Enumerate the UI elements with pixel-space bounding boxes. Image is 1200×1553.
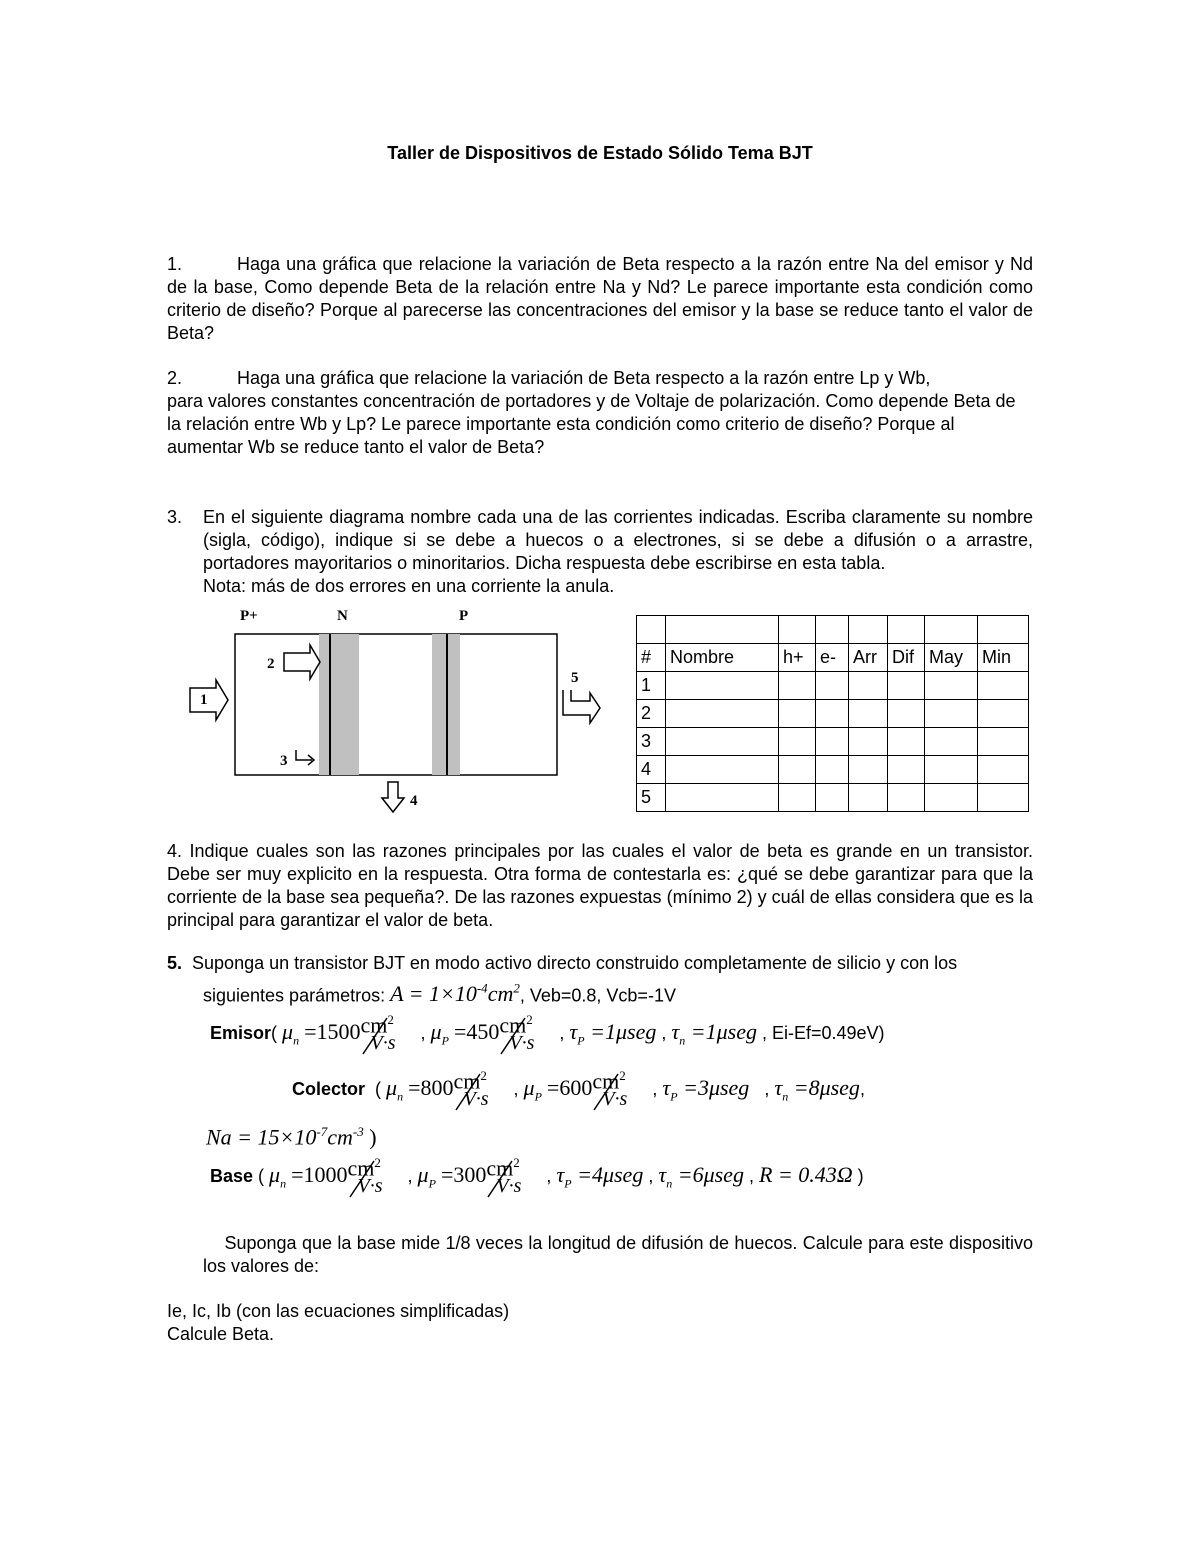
unit-fraction: $cm^2$ V·s (347, 1155, 383, 1197)
suppose-text: Suponga que la base mide 1/8 veces la longitud de difusión de huecos. Calcule para este dispositivo los valores de: (203, 1233, 1033, 1276)
question-1 (167, 253, 1033, 345)
answer-cell[interactable] (888, 728, 925, 756)
colector-label: Colector (292, 1078, 366, 1099)
arrow-5-icon (563, 690, 600, 723)
answer-cell[interactable] (849, 728, 888, 756)
answer-cell[interactable] (816, 728, 849, 756)
table-header: May (925, 644, 978, 672)
colector-tn: 8μseg (808, 1074, 860, 1100)
question-2 (167, 367, 1033, 459)
answer-cell[interactable] (925, 784, 978, 812)
row-number: 1 (637, 672, 666, 700)
answer-cell[interactable] (849, 784, 888, 812)
table-header: Arr (849, 644, 888, 672)
answer-cell[interactable] (816, 756, 849, 784)
table-row (637, 728, 1029, 756)
answer-cell[interactable] (666, 728, 779, 756)
question-2-text: para valores constantes concentración de portadores y de Voltaje de polarización. Como depende Beta de la relación entre Wb y Lp? Le parece importante esta condición como criterio de diseño? Porque al aumentar Wb se reduce tanto el valor de Beta? (167, 391, 1016, 457)
answer-cell[interactable] (816, 784, 849, 812)
emisor-params: Emisor( $\mu_n =1500$ $cm^2$ V·s , $\mu_P =450$ $cm^2$ V·s , $\tau_P =1\mu seg$ , $\tau_n =1\mu seg$ , Ei-Ef=0.49eV) (210, 1012, 885, 1054)
question-3 (167, 506, 1033, 598)
arrow-1-icon (190, 680, 228, 720)
colector-params: Colector ( $\mu_n =800$ $cm^2$ V·s , $\mu_P =600$ $cm^2$ V·s , $\tau_P =3\mu seg$ , $\tau_n =8\mu seg$, (292, 1068, 865, 1110)
table-header: h+ (779, 644, 816, 672)
answer-cell[interactable] (779, 700, 816, 728)
arrow-2-label: 2 (267, 656, 275, 672)
arrow-1-label: 1 (200, 692, 208, 708)
unit-fraction: $cm^2$ V·s (486, 1155, 522, 1197)
answer-cell[interactable] (888, 672, 925, 700)
table-header: e- (816, 644, 849, 672)
question-3-number: 3. (167, 507, 183, 527)
base-label: Base (210, 1165, 254, 1186)
answer-cell[interactable] (849, 700, 888, 728)
answer-cell[interactable] (666, 672, 779, 700)
arrow-5-label: 5 (571, 670, 579, 686)
answer-cell[interactable] (888, 756, 925, 784)
colector-un: 800 (420, 1074, 454, 1100)
question-2-number: 2. (167, 368, 183, 388)
question-1-text: Haga una gráfica que relacione la variación de Beta respecto a la razón entre Na del emisor y Nd de la base, Como depende Beta de la relación entre Na y Nd? Le parece importante esta condición como criterio de diseño? Porque al parecerse las concentraciones del emisor y la base se reduce tanto el valor de Beta? (167, 254, 1033, 343)
question-3-text: En el siguiente diagrama nombre cada una de las corrientes indicadas. Escriba claramente su nombre (sigla, código), indique si se debe a huecos o a electrones, si se debe a difusión o a arrastre, portadores mayoritarios o minoritarios. Dicha respuesta debe escribirse en esta tabla. (203, 507, 1033, 573)
unit-fraction: $cm^2$ V·s (453, 1068, 489, 1110)
answer-cell[interactable] (888, 784, 925, 812)
unit-fraction: $cm^2$ V·s (499, 1012, 535, 1054)
base-params: Base ( $\mu_n =1000$ $cm^2$ V·s , $\mu_P =300$ $cm^2$ V·s , $\tau_P =4\mu seg$ , $\tau_n =6\mu seg$ , R = 0.43Ω ) (210, 1155, 864, 1197)
answer-cell[interactable] (978, 756, 1029, 784)
answer-table (636, 615, 1029, 812)
arrow-3-label: 3 (280, 753, 288, 769)
row-number: 4 (637, 756, 666, 784)
answer-cell[interactable] (978, 672, 1029, 700)
answer-cell[interactable] (925, 672, 978, 700)
base-un: 1000 (303, 1161, 348, 1187)
answer-cell[interactable] (849, 672, 888, 700)
answer-cell[interactable] (925, 728, 978, 756)
answer-cell[interactable] (978, 784, 1029, 812)
emisor-label: Emisor (210, 1022, 272, 1043)
answer-cell[interactable] (978, 728, 1029, 756)
question-5-line1: Suponga un transistor BJT en modo activo directo construido completamente de silicio y con los (192, 953, 958, 973)
question-3-note: Nota: más de dos errores en una corriente la anula. (203, 576, 615, 596)
bjt-diagram (180, 600, 620, 820)
answer-cell[interactable] (978, 700, 1029, 728)
colector-tp: 3μseg (697, 1074, 750, 1100)
answer-cell[interactable] (925, 700, 978, 728)
question-4-text: 4. Indique cuales son las razones principales por las cuales el valor de beta es grande en un transistor. Debe ser muy explicito en la respuesta. Otra forma de contestarla es: ¿qué se debe garantizar para que la corriente de la base sea pequeña?. De las razones expuestas (mínimo 2) y cuál de ellas considera que es la principal para garantizar el valor de beta. (167, 841, 1033, 930)
emisor-up: 450 (466, 1018, 500, 1044)
region-label-p: P (459, 608, 469, 624)
row-number: 3 (637, 728, 666, 756)
answer-cell[interactable] (816, 672, 849, 700)
area-formula: $A = 1\times 10^{-4}cm^2$ (390, 981, 520, 1007)
row-number: 2 (637, 700, 666, 728)
base-tn: 6μseg (692, 1161, 744, 1187)
arrow-4-label: 4 (410, 793, 418, 809)
question-5 (167, 952, 1033, 1007)
colector-up: 600 (559, 1074, 593, 1100)
base-r: R = 0.43Ω (758, 1161, 853, 1187)
calc-line-1: Ie, Ic, Ib (con las ecuaciones simplificadas) (167, 1301, 510, 1321)
answer-cell[interactable] (925, 756, 978, 784)
answer-cell[interactable] (666, 756, 779, 784)
answer-cell[interactable] (816, 700, 849, 728)
arrow-4-icon (382, 782, 404, 812)
base-tp: 4μseg (591, 1161, 644, 1187)
question-2-first-line: Haga una gráfica que relacione la variación de Beta respecto a la razón entre Lp y Wb, (237, 368, 931, 388)
unit-fraction: $cm^2$ V·s (592, 1068, 628, 1110)
answer-cell[interactable] (779, 784, 816, 812)
calc-list (167, 1300, 1033, 1346)
question-5-number: 5. (167, 953, 183, 973)
page-title: Taller de Dispositivos de Estado Sólido Tema BJT (387, 143, 813, 163)
table-row (637, 672, 1029, 700)
answer-cell[interactable] (666, 784, 779, 812)
answer-cell[interactable] (779, 728, 816, 756)
question-4 (167, 840, 1033, 932)
emisor-extra: , Ei-Ef=0.49eV) (761, 1022, 885, 1043)
region-label-n: N (337, 608, 348, 624)
row-number: 5 (637, 784, 666, 812)
colector-na: $Na = 15\times 10^{-7}cm^{-3}$ ) (206, 1124, 377, 1150)
table-header: # (637, 644, 666, 672)
answer-cell[interactable] (849, 756, 888, 784)
table-spacer-row (637, 616, 1029, 644)
answer-cell[interactable] (888, 700, 925, 728)
question-1-number: 1. (167, 254, 183, 274)
unit-fraction: $cm^2$ V·s (360, 1012, 396, 1054)
emisor-tn: 1μseg (705, 1018, 757, 1044)
table-header: Min (978, 644, 1029, 672)
table-header: Nombre (666, 644, 779, 672)
table-row (637, 784, 1029, 812)
voltages: , Veb=0.8, Vcb=-1V (519, 985, 676, 1006)
table-header: Dif (888, 644, 925, 672)
table-header-row (637, 644, 1029, 672)
emisor-tp: 1μseg (604, 1018, 657, 1044)
depletion-region-emitter (319, 634, 359, 775)
answer-cell[interactable] (779, 672, 816, 700)
suppose-paragraph (203, 1232, 1033, 1278)
answer-cell[interactable] (779, 756, 816, 784)
question-5-line2: siguientes parámetros: (203, 985, 386, 1006)
answer-cell[interactable] (666, 700, 779, 728)
table-row (637, 756, 1029, 784)
base-up: 300 (453, 1161, 487, 1187)
emisor-un: 1500 (316, 1018, 361, 1044)
calc-line-2: Calcule Beta. (167, 1324, 275, 1344)
table-row (637, 700, 1029, 728)
region-label-p-plus: P+ (240, 608, 258, 624)
